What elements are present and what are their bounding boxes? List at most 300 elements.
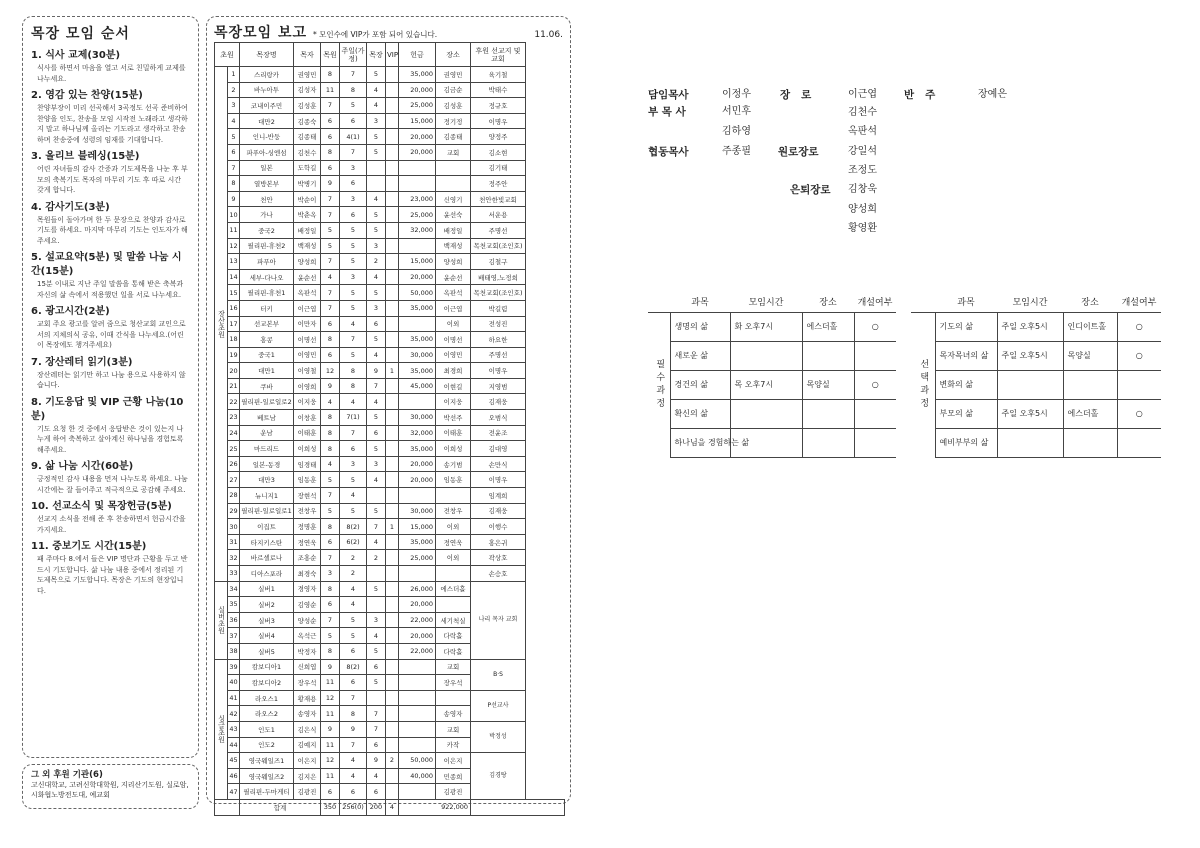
report-cell: 9 — [321, 659, 340, 675]
report-cell: 이희성 — [294, 441, 321, 457]
report-cell: 6 — [340, 176, 367, 192]
report-cell: 박정성 — [471, 721, 526, 752]
report-cell: 이근엽 — [436, 300, 471, 316]
report-cell: 박순이 — [294, 191, 321, 207]
course-time — [997, 428, 1063, 457]
report-cell: 30,000 — [399, 347, 436, 363]
report-cell: 9 — [367, 363, 386, 379]
report-cell: 5 — [367, 67, 386, 83]
report-cell: 김광진 — [294, 784, 321, 800]
report-row — [215, 659, 565, 675]
report-cell: 6 — [340, 113, 367, 129]
report-cell — [386, 129, 399, 145]
order-item-body: 장산레터는 읽기만 하고 나눔 용으로 사용하지 않습니다. — [37, 370, 186, 389]
report-row — [215, 472, 565, 488]
report-cell: 6 — [367, 659, 386, 675]
report-cell — [386, 394, 399, 410]
report-cell: 50,000 — [399, 285, 436, 301]
report-cell — [399, 316, 436, 332]
report-cell — [386, 285, 399, 301]
report-cell — [386, 706, 399, 722]
report-cell — [386, 191, 399, 207]
report-cell: 4 — [228, 113, 240, 129]
report-cell: 최경숙 — [294, 566, 321, 582]
course-header-cell: 과목 — [670, 292, 730, 312]
report-cell: 김재웅 — [471, 503, 526, 519]
report-cell: 운남 — [240, 425, 294, 441]
order-item-heading: 2. 영감 있는 찬양(15분) — [31, 90, 143, 101]
report-cell — [386, 254, 399, 270]
report-row — [215, 176, 565, 192]
report-cell: 육기철 — [471, 67, 526, 83]
total-value: 4 — [386, 799, 399, 815]
report-cell — [399, 675, 436, 691]
report-cell: 정주안 — [471, 176, 526, 192]
report-cell: 정명훈 — [294, 519, 321, 535]
senior-pastor: 이정우 — [722, 89, 751, 100]
elder-2: 김천수 — [848, 107, 877, 118]
report-row — [215, 207, 565, 223]
report-cell: 42 — [228, 706, 240, 722]
report-cell: 20,000 — [399, 628, 436, 644]
report-cell: 전윤조 — [471, 425, 526, 441]
course-place — [1063, 428, 1117, 457]
report-header-cell: 주일(가정) — [340, 43, 367, 67]
report-cell: 중국1 — [240, 347, 294, 363]
report-cell: 주명선 — [471, 222, 526, 238]
order-item — [31, 150, 190, 196]
report-cell: 교회 — [436, 659, 471, 675]
report-cell: 25 — [228, 441, 240, 457]
report-cell: 이영희 — [294, 378, 321, 394]
report-cell: 5 — [340, 238, 367, 254]
report-cell: 6 — [321, 347, 340, 363]
course-header-cell: 장소 — [802, 292, 854, 312]
report-cell: 25,000 — [399, 207, 436, 223]
report-cell: 7 — [321, 300, 340, 316]
report-cell: 정연욱 — [294, 534, 321, 550]
report-cell: 6(2) — [340, 534, 367, 550]
report-row — [215, 222, 565, 238]
course-row — [911, 370, 1161, 399]
order-item-body: 15분 이내로 지난 주일 말씀을 통해 받은 축복과 자신의 삶 속에서 적용했던 일을 서로 나누세요. — [37, 280, 184, 299]
report-cell: 2 — [340, 550, 367, 566]
report-cell: 김지은 — [294, 768, 321, 784]
report-cell: 6 — [321, 597, 340, 613]
report-cell: 6 — [228, 144, 240, 160]
report-cell: 김광진 — [436, 784, 471, 800]
report-cell: 이은지 — [436, 753, 471, 769]
report-cell — [399, 488, 436, 504]
report-cell: 4 — [340, 394, 367, 410]
report-cell — [399, 706, 436, 722]
course-place: 에스더홀 — [802, 312, 854, 341]
report-cell — [386, 628, 399, 644]
report-cell: 8 — [340, 706, 367, 722]
course-open — [1117, 370, 1161, 399]
course-time: 주일 오후5시 — [997, 341, 1063, 370]
report-cell: 김종태 — [436, 129, 471, 145]
report-cell: 4 — [340, 488, 367, 504]
support-panel — [22, 764, 199, 809]
report-cell: 15,000 — [399, 519, 436, 535]
elder-1: 이근엽 — [848, 89, 877, 100]
report-cell: 백재성 — [294, 238, 321, 254]
report-header — [214, 22, 563, 42]
report-cell: 8 — [321, 425, 340, 441]
report-cell: 7 — [340, 67, 367, 83]
report-row — [215, 160, 565, 176]
report-cell: 32,000 — [399, 425, 436, 441]
report-cell: 4 — [367, 768, 386, 784]
report-cell — [386, 67, 399, 83]
report-cell: 5 — [367, 675, 386, 691]
course-header-cell: 모임시간 — [997, 292, 1063, 312]
report-cell: 장우석 — [294, 675, 321, 691]
report-cell: 7 — [367, 378, 386, 394]
report-cell: 서운용 — [471, 207, 526, 223]
report-cell: 7 — [367, 519, 386, 535]
report-cell — [386, 488, 399, 504]
report-cell: 6 — [367, 784, 386, 800]
report-cell: 3 — [367, 238, 386, 254]
report-cell — [386, 721, 399, 737]
report-cell: 김재웅 — [471, 394, 526, 410]
report-row — [215, 721, 565, 737]
report-cell: 5 — [367, 144, 386, 160]
order-item-heading: 7. 장산레터 읽기(3분) — [31, 356, 133, 368]
report-cell — [367, 690, 386, 706]
report-cell: 7 — [340, 690, 367, 706]
report-cell: 5 — [340, 222, 367, 238]
report-cell: 필리핀-일로일로1 — [240, 503, 294, 519]
report-cell: 46 — [228, 768, 240, 784]
report-row — [215, 300, 565, 316]
report-cell — [386, 550, 399, 566]
report-cell: 하요한 — [471, 332, 526, 348]
report-cell: 50,000 — [399, 753, 436, 769]
report-cell: 20,000 — [399, 269, 436, 285]
report-cell — [386, 456, 399, 472]
report-cell: 6 — [340, 207, 367, 223]
report-cell: 27 — [228, 472, 240, 488]
report-row — [215, 410, 565, 426]
report-cell: 8 — [321, 332, 340, 348]
report-cell: 캄보디아2 — [240, 675, 294, 691]
report-cell — [367, 566, 386, 582]
report-cell: 오범식 — [471, 410, 526, 426]
report-cell: 황재용 — [294, 690, 321, 706]
report-cell: 목천교회(조인호) — [471, 285, 526, 301]
course-time: 주일 오후5시 — [997, 312, 1063, 341]
report-cell: 25,000 — [399, 550, 436, 566]
course-category: 선택과정 — [911, 312, 935, 457]
report-cell — [367, 176, 386, 192]
report-cell: 3 — [321, 566, 340, 582]
course-name: 목자목녀의 삶 — [935, 341, 997, 370]
report-row — [215, 316, 565, 332]
course-row — [911, 341, 1161, 370]
course-name: 확신의 삶 — [670, 399, 730, 428]
report-cell: 43 — [228, 721, 240, 737]
report-cell: 실버2 — [240, 597, 294, 613]
required-course-body — [648, 312, 896, 457]
order-item — [31, 305, 190, 351]
report-cell: 교회 — [436, 721, 471, 737]
report-cell: 19 — [228, 347, 240, 363]
report-cell — [386, 300, 399, 316]
report-cell: 정연욱 — [436, 534, 471, 550]
report-cell: 7 — [340, 737, 367, 753]
report-cell: 대만1 — [240, 363, 294, 379]
course-time — [730, 341, 802, 370]
report-cell: 이명우 — [471, 363, 526, 379]
report-cell: 6 — [367, 425, 386, 441]
support-title: 그 외 후원 기관(6) — [31, 770, 103, 780]
course-place: 목양실 — [1063, 341, 1117, 370]
report-cell: 5 — [367, 643, 386, 659]
report-cell: P선교사 — [471, 690, 526, 721]
report-cell: 5 — [340, 300, 367, 316]
report-cell: 7 — [321, 285, 340, 301]
report-cell: 김기태 — [471, 160, 526, 176]
report-cell — [399, 690, 436, 706]
report-cell — [367, 488, 386, 504]
report-cell: 김성훈 — [436, 98, 471, 114]
report-cell: 백재성 — [436, 238, 471, 254]
report-cell: 이영민 — [294, 347, 321, 363]
report-cell: 전성진 — [471, 316, 526, 332]
report-cell: 35,000 — [399, 441, 436, 457]
report-cell: 실버5 — [240, 643, 294, 659]
report-cell: 4 — [367, 394, 386, 410]
report-row — [215, 129, 565, 145]
report-cell: 터키 — [240, 300, 294, 316]
course-row — [911, 312, 1161, 341]
report-cell — [386, 503, 399, 519]
report-row — [215, 550, 565, 566]
course-name: 변화의 삶 — [935, 370, 997, 399]
report-cell: 일본-동경 — [240, 456, 294, 472]
course-open — [854, 341, 896, 370]
report-cell: 8 — [321, 519, 340, 535]
report-cell: 7 — [228, 160, 240, 176]
group-cell: 싱글초원 — [215, 659, 228, 799]
report-cell: 5 — [367, 503, 386, 519]
report-cell: 11 — [228, 222, 240, 238]
report-cell: 35,000 — [399, 534, 436, 550]
report-cell — [399, 176, 436, 192]
report-cell: 7 — [321, 207, 340, 223]
total-label: 합계 — [240, 799, 321, 815]
report-cell: 3 — [367, 113, 386, 129]
report-cell — [386, 316, 399, 332]
report-cell: 7 — [367, 721, 386, 737]
report-cell: B·S — [471, 659, 526, 690]
report-cell: 이지웅 — [436, 394, 471, 410]
order-item-body: 식사를 하면서 마음을 열고 서로 친밀하게 교제를 나누세요. — [37, 64, 186, 83]
order-item — [31, 540, 190, 596]
report-cell — [386, 238, 399, 254]
report-cell: 8 — [321, 643, 340, 659]
report-cell: 2 — [340, 566, 367, 582]
report-cell: 15,000 — [399, 113, 436, 129]
report-cell: 5 — [367, 581, 386, 597]
report-cell: 김성자 — [294, 82, 321, 98]
report-cell: 디아스포라 — [240, 566, 294, 582]
report-cell: 4 — [321, 394, 340, 410]
report-cell: 5 — [367, 129, 386, 145]
report-cell: 38 — [228, 643, 240, 659]
report-cell: 11 — [321, 675, 340, 691]
report-cell: 김성훈 — [294, 98, 321, 114]
report-cell: 세부-다나오 — [240, 269, 294, 285]
elective-course-table — [911, 292, 1161, 458]
report-cell: 4(1) — [340, 129, 367, 145]
report-cell — [386, 207, 399, 223]
report-cell: 22,000 — [399, 612, 436, 628]
report-cell: 35,000 — [399, 363, 436, 379]
report-cell — [399, 659, 436, 675]
order-item — [31, 251, 190, 300]
course-row — [648, 370, 896, 399]
report-cell — [436, 690, 471, 706]
report-cell: 6 — [321, 316, 340, 332]
course-open: ○ — [854, 312, 896, 341]
report-row — [215, 690, 565, 706]
report-cell: 6 — [321, 113, 340, 129]
total-blank — [215, 799, 240, 815]
report-cell — [436, 566, 471, 582]
report-cell: 25,000 — [399, 98, 436, 114]
course-header-cell: 과목 — [935, 292, 997, 312]
course-time — [997, 370, 1063, 399]
report-cell: 47 — [228, 784, 240, 800]
report-cell: 조홍순 — [294, 550, 321, 566]
report-header-cell: 목자 — [294, 43, 321, 67]
report-cell: 11 — [321, 737, 340, 753]
report-cell — [436, 597, 471, 613]
report-cell — [436, 160, 471, 176]
elective-course-header — [911, 292, 1161, 312]
report-cell: 라오스2 — [240, 706, 294, 722]
report-cell: 윤순선 — [436, 269, 471, 285]
order-item-body: 어린 자녀들의 감사 간증과 기도제목을 나눈 후 부모의 축복기도 목자의 마무리 기도 후 따로 시간 갖게 합니다. — [37, 165, 188, 194]
report-cell: 쿠바 — [240, 378, 294, 394]
report-cell — [386, 581, 399, 597]
report-cell — [386, 176, 399, 192]
report-cell: 전창우 — [294, 503, 321, 519]
report-cell: 나리 목자 교회 — [471, 581, 526, 659]
report-cell: 5 — [340, 98, 367, 114]
report-cell: 5 — [367, 332, 386, 348]
order-item-body: 목원들이 돌아가며 한 두 문장으로 찬양과 감사로 기도를 하세요. 마지막 마무리 기도는 인도자가 해주세요. — [37, 215, 188, 245]
report-cell: 송영자 — [294, 706, 321, 722]
report-row — [215, 67, 565, 83]
report-cell: 30 — [228, 519, 240, 535]
report-row — [215, 363, 565, 379]
course-header-blank — [911, 292, 935, 312]
report-cell — [399, 160, 436, 176]
course-row — [911, 399, 1161, 428]
report-row — [215, 332, 565, 348]
report-cell: 4 — [340, 581, 367, 597]
order-item-heading: 9. 삶 나눔 시간(60분) — [31, 461, 134, 472]
order-item — [31, 201, 190, 247]
course-name: 부모의 삶 — [935, 399, 997, 428]
emeritus-elder-2: 조정도 — [848, 165, 877, 176]
total-value: 200 — [367, 799, 386, 815]
report-cell: 4 — [340, 597, 367, 613]
total-value: 922,000 — [399, 799, 471, 815]
report-cell: 이현길 — [436, 378, 471, 394]
report-cell — [436, 488, 471, 504]
report-cell: 3 — [367, 300, 386, 316]
course-open: ○ — [1117, 312, 1161, 341]
report-cell: 6 — [367, 316, 386, 332]
report-cell: 최경희 — [436, 363, 471, 379]
report-cell: 5 — [367, 222, 386, 238]
report-cell: 32 — [228, 550, 240, 566]
course-time: 화 오후7시 — [730, 312, 802, 341]
accompanist: 장예은 — [978, 89, 1007, 100]
report-cell: 9 — [340, 721, 367, 737]
report-cell: 20,000 — [399, 456, 436, 472]
report-cell: 양성희 — [294, 254, 321, 270]
course-name: 기도의 삶 — [935, 312, 997, 341]
report-cell — [399, 566, 436, 582]
report-cell: 대만3 — [240, 472, 294, 488]
report-cell: 인도1 — [240, 721, 294, 737]
report-cell: 양성희 — [436, 254, 471, 270]
report-cell — [386, 472, 399, 488]
report-cell: 윤선숙 — [436, 207, 471, 223]
report-row — [215, 347, 565, 363]
report-cell: 35 — [228, 597, 240, 613]
report-table — [214, 42, 565, 816]
report-cell: 44 — [228, 737, 240, 753]
report-cell: 20,000 — [399, 597, 436, 613]
course-row — [648, 312, 896, 341]
report-cell: 김금순 — [436, 82, 471, 98]
report-cell: 천안한빛교회 — [471, 191, 526, 207]
report-cell — [386, 269, 399, 285]
report-cell: 손승호 — [471, 566, 526, 582]
report-cell: 6 — [321, 784, 340, 800]
report-cell: 배태영,노정희 — [471, 269, 526, 285]
report-header-cell: VIP — [386, 43, 399, 67]
course-row — [911, 428, 1161, 457]
course-name: 새로운 삶 — [670, 341, 730, 370]
report-cell: 송기범 — [436, 456, 471, 472]
report-cell: 박선주 — [436, 410, 471, 426]
report-cell — [386, 675, 399, 691]
report-cell — [386, 144, 399, 160]
report-cell: 가나 — [240, 207, 294, 223]
report-row — [215, 456, 565, 472]
report-cell: 지영범 — [471, 378, 526, 394]
report-row — [215, 753, 565, 769]
elective-course-body — [911, 312, 1161, 457]
report-cell: 에스더홀 — [436, 581, 471, 597]
report-cell: 교회 — [436, 144, 471, 160]
coop-pastor-label: 협동목사 — [648, 146, 689, 158]
report-cell: 대만2 — [240, 113, 294, 129]
report-cell: 6 — [321, 129, 340, 145]
report-cell: 5 — [367, 285, 386, 301]
report-row — [215, 425, 565, 441]
report-cell: 22,000 — [399, 643, 436, 659]
